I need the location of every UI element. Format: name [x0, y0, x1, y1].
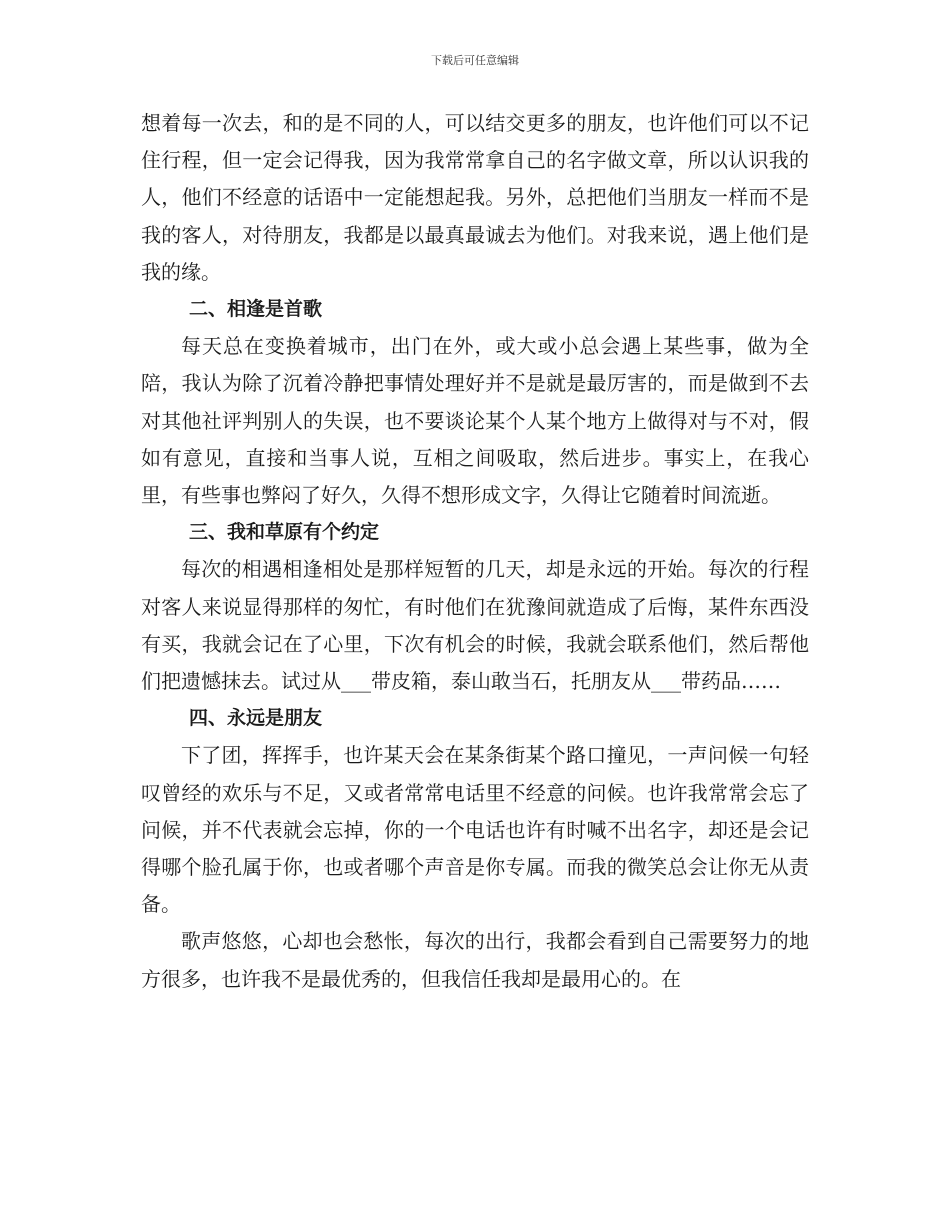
section-heading-4: 四、永远是朋友 [189, 707, 323, 730]
section-heading-3: 三、我和草原有个约定 [189, 521, 380, 544]
paragraph-3: 每次的相遇相逢相处是那样短暂的几天，却是永远的开始。每次的行程对客人来说显得那样的匆忙，有时他们在犹豫间就造成了后悔，某件东西没有买，我就会记在了心里，下次有机会的时候，我就会联系他们，然后帮他们把遗憾抹去。试过从___带皮箱，泰山敢当石，托朋友从___带药品…… [141, 557, 809, 694]
paragraph-4: 下了团，挥挥手，也许某天会在某条街某个路口撞见，一声问候一句轻叹曾经的欢乐与不足，又或者常常电话里不经意的问候。也许我常常会忘了问候，并不代表就会忘掉，你的一个电话也许有时喊不出名字，却还是会记得哪个脸孔属于你，也或者哪个声音是你专属。而我的微笑总会让你无从责备。 [141, 743, 809, 917]
document-body [141, 105, 809, 998]
paragraph-2: 每天总在变换着城市，出门在外，或大或小总会遇上某些事，做为全陪，我认为除了沉着冷静把事情处理好并不是就是最厉害的，而是做到不去对其他社评判别人的失误，也不要谈论某个人某个地方上做得对与不对，假如有意见，直接和当事人说，互相之间吸取，然后进步。事实上，在我心里，有些事也弊闷了好久，久得不想形成文字，久得让它随着时间流逝。 [141, 334, 809, 508]
section-heading-2: 二、相逢是首歌 [189, 298, 323, 321]
paragraph-1: 想着每一次去，和的是不同的人，可以结交更多的朋友，也许他们可以不记住行程，但一定会记得我，因为我常常拿自己的名字做文章，所以认识我的人，他们不经意的话语中一定能想起我。另外，总把他们当朋友一样而不是我的客人，对待朋友，我都是以最真最诚去为他们。对我来说，遇上他们是我的缘。 [141, 111, 809, 284]
paragraph-5: 歌声悠悠，心却也会愁怅，每次的出行，我都会看到自己需要努力的地方很多，也许我不是最优秀的，但我信任我却是最用心的。在 [141, 929, 809, 991]
page-header: 下载后可任意编辑 [431, 54, 519, 67]
